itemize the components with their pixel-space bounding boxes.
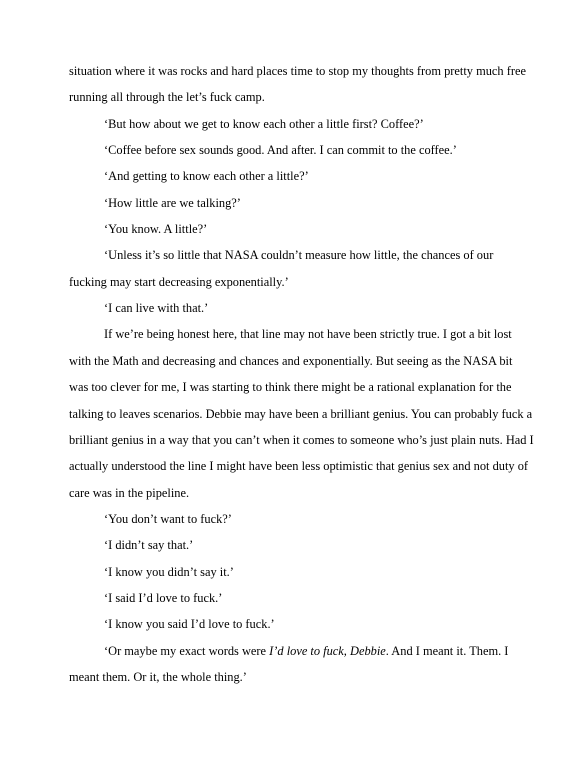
text-line-1: situation where it was rocks and hard places time to stop my thoughts from pretty much free xyxy=(69,64,526,78)
final-paragraph-line-1 xyxy=(104,644,508,658)
text-line-20: ‘I know you didn’t say it.’ xyxy=(104,565,234,579)
text-line-8: ‘Unless it’s so little that NASA couldn’t measure how little, the chances of our xyxy=(104,248,494,262)
text-line-11: If we’re being honest here, that line may not have been strictly true. I got a bit lost xyxy=(104,327,512,341)
text-line-10: ‘I can live with that.’ xyxy=(104,301,209,315)
text-line-9: fucking may start decreasing exponentially.’ xyxy=(69,275,289,289)
final-paragraph-after: . And I meant it. Them. I xyxy=(385,644,509,658)
text-line-2: running all through the let’s fuck camp. xyxy=(69,90,265,104)
text-line-4: ‘Coffee before sex sounds good. And after. I can commit to the coffee.’ xyxy=(104,143,457,157)
text-line-7: ‘You know. A little?’ xyxy=(104,222,208,236)
text-line-16: actually understood the line I might have been less optimistic that genius sex and not duty of xyxy=(69,459,529,473)
text-line-21: ‘I said I’d love to fuck.’ xyxy=(104,591,223,605)
text-line-14: talking to leaves scenarios. Debbie may have been a brilliant genius. You can probably fuck a xyxy=(69,407,533,421)
text-line-17: care was in the pipeline. xyxy=(69,486,190,500)
text-line-13: was too clever for me, I was starting to think there might be a rational explanation for the xyxy=(69,380,512,394)
final-paragraph-line-2: meant them. Or it, the whole thing.’ xyxy=(69,670,247,684)
text-line-18: ‘You don’t want to fuck?’ xyxy=(104,512,232,526)
final-paragraph-italic: I’d love to fuck, Debbie xyxy=(269,644,386,658)
text-line-12: with the Math and decreasing and chances and exponentially. But seeing as the NASA bit xyxy=(69,354,513,368)
text-line-6: ‘How little are we talking?’ xyxy=(104,196,241,210)
text-line-15: brilliant genius in a way that you can’t when it comes to someone who’s just plain nuts. Had I xyxy=(69,433,534,447)
text-line-3: ‘But how about we get to know each other a little first? Coffee?’ xyxy=(104,117,424,131)
text-line-5: ‘And getting to know each other a little?’ xyxy=(104,169,309,183)
final-paragraph-before: ‘Or maybe my exact words were xyxy=(104,644,270,658)
text-line-22: ‘I know you said I’d love to fuck.’ xyxy=(104,617,275,631)
text-line-19: ‘I didn’t say that.’ xyxy=(104,538,194,552)
